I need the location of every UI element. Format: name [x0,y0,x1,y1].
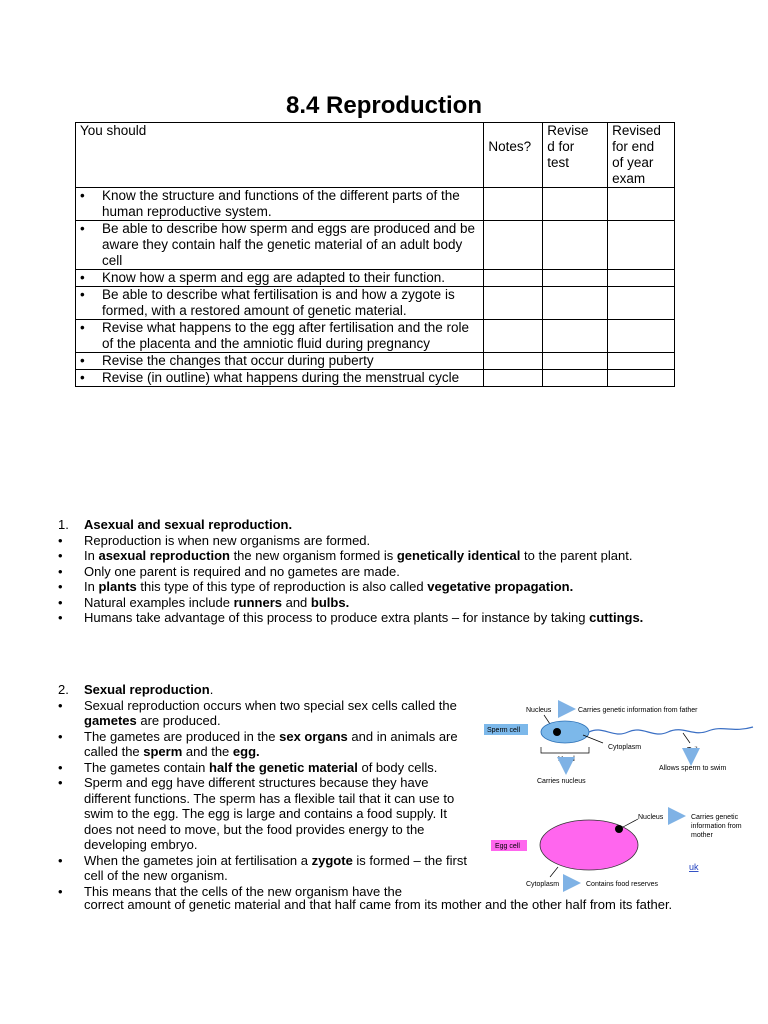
header-notes: Notes? [484,123,543,188]
bullet: • [58,532,63,548]
list-item: • Sperm and egg have different structures because they have different functions. The sperm has a flexible tail that it can use to swim to the egg. The egg is large and contains a food supply. It does not need to move, but the food provides energy to the developing embryo. [58,775,455,852]
checklist-row [76,370,675,387]
bullet: • [58,759,63,775]
section-sexual-reproduction [58,682,468,899]
bullet-list [58,698,468,900]
list-item: • In asexual reproduction the new organism formed is genetically identical to the parent plant. [58,548,633,563]
list-item: • In plants this type of this type of reproduction is also called vegetative propagation. [58,579,574,594]
revised-test-cell[interactable] [543,287,608,320]
bullet: • [58,775,63,790]
section-heading [58,517,658,533]
checklist-item: Revise what happens to the egg after fertilisation and the role of the placenta and the amniotic fluid during pregnancy [102,320,469,351]
list-item-continuation: correct amount of genetic material and that half came from its mother and the other half from its father. [84,897,673,912]
egg-label: Egg cell [495,843,520,850]
checklist-item: Know how a sperm and egg are adapted to their function. [102,270,445,285]
revised-exam-cell[interactable] [608,370,675,387]
list-item: • The gametes contain half the genetic material of body cells. [58,759,438,775]
section-asexual-sexual [58,517,658,626]
tail-label: Tail [687,747,698,754]
bullet: • [80,320,85,335]
header-you-should: You should [76,123,484,188]
notes-cell[interactable] [484,221,543,270]
list-item: • Humans take advantage of this process to produce extra plants – for instance by taking cuttings. [58,610,644,625]
egg-nucleus-desc-1: Carries genetic [691,814,739,821]
bullet: • [80,270,85,285]
revised-test-cell[interactable] [543,270,608,287]
egg-nucleus-desc-3: mother [691,832,713,839]
bullet: • [58,548,63,563]
egg-nucleus-label: Nucleus [638,814,664,821]
checklist-item: Know the structure and functions of the different parts of the human reproductive system. [102,188,460,219]
revised-test-cell[interactable] [543,188,608,221]
sperm-nucleus [553,728,561,736]
egg-cytoplasm [540,820,638,870]
sperm-head [541,721,589,743]
revised-exam-cell[interactable] [608,353,675,370]
checklist-header-row [76,123,675,188]
notes-cell[interactable] [484,188,543,221]
revised-test-cell[interactable] [543,221,608,270]
page-title: 8.4 Reproduction [285,92,483,119]
section-number: 1. [58,517,69,532]
bullet: • [58,579,63,594]
leader-line [683,733,690,743]
revision-checklist-table [75,122,675,387]
source-link-fragment[interactable]: uk [689,862,699,872]
checklist-row [76,320,675,353]
section-number: 2. [58,682,69,697]
sperm-nucleus-desc: Carries genetic information from father [578,707,698,714]
bullet: • [58,610,63,625]
header-revised-exam: Revised for end of year exam [608,123,675,188]
egg-nucleus-desc-2: information from [691,823,742,830]
checklist-row [76,270,675,287]
revised-exam-cell[interactable] [608,270,675,287]
egg-cytoplasm-desc: Contains food reserves [586,881,658,888]
section-title: Asexual and sexual reproduction. [84,517,293,532]
list-item: • When the gametes join at fertilisation a zygote is formed – the first cell of the new organism. [58,852,467,883]
revised-exam-cell[interactable] [608,320,675,353]
checklist-row [76,353,675,370]
bullet: • [58,697,63,713]
head-desc: Carries nucleus [537,778,586,785]
revised-exam-cell[interactable] [608,221,675,270]
bullet: • [80,353,85,368]
bullet: • [58,852,63,868]
sperm-tail [589,727,753,734]
header-revised-test: Revise d for test [543,123,608,188]
head-label: Head [558,756,575,763]
head-bracket [541,747,589,753]
egg-cytoplasm-label: Cytoplasm [526,881,560,888]
revised-test-cell[interactable] [543,370,608,387]
checklist-item: Be able to describe how sperm and eggs are produced and be aware they contain half the genetic material of an adult body cell [102,221,475,268]
checklist-row [76,287,675,320]
bullet: • [58,563,63,579]
bullet: • [58,883,63,899]
bullet: • [58,728,63,744]
list-item: • Only one parent is required and no gametes are made. [58,563,400,579]
notes-cell[interactable] [484,287,543,320]
sperm-label: Sperm cell [487,727,521,734]
revised-test-cell[interactable] [543,320,608,353]
bullet: • [80,188,85,203]
revised-exam-cell[interactable] [608,287,675,320]
sperm-cytoplasm-label: Cytoplasm [608,744,642,751]
checklist-item: Revise the changes that occur during puberty [102,353,374,368]
bullet: • [80,370,85,385]
egg-nucleus [615,825,623,833]
checklist-item: Be able to describe what fertilisation is and how a zygote is formed, with a restored amount of genetic material. [102,287,455,318]
leader-line [583,735,603,743]
section-heading: 2. Sexual reproduction. [58,682,214,697]
list-item: • Reproduction is when new organisms are formed. [58,532,371,548]
checklist-item: Revise (in outline) what happens during the menstrual cycle [102,370,460,385]
notes-cell[interactable] [484,270,543,287]
notes-cell[interactable] [484,320,543,353]
notes-cell[interactable] [484,370,543,387]
bullet: • [80,221,85,236]
notes-cell[interactable] [484,353,543,370]
revised-test-cell[interactable] [543,353,608,370]
sperm-nucleus-label: Nucleus [526,707,552,714]
leader-line [550,867,558,877]
section-title: Sexual reproduction [84,682,210,697]
revised-exam-cell[interactable] [608,188,675,221]
list-item: • The gametes are produced in the sex organs and in animals are called the sperm and the egg. [58,728,458,759]
tail-desc: Allows sperm to swim [659,765,727,772]
checklist-row [76,221,675,270]
list-item: • Sexual reproduction occurs when two special sex cells called the gametes are produced. [58,697,457,728]
bullet: • [80,287,85,302]
leader-line [623,819,638,827]
bullet-list [58,533,658,626]
list-item: • Natural examples include runners and bulbs. [58,594,350,610]
checklist-row [76,188,675,221]
bullet: • [58,594,63,610]
list-item: • This means that the cells of the new organism have the [58,883,402,899]
gametes-diagram [478,697,760,893]
